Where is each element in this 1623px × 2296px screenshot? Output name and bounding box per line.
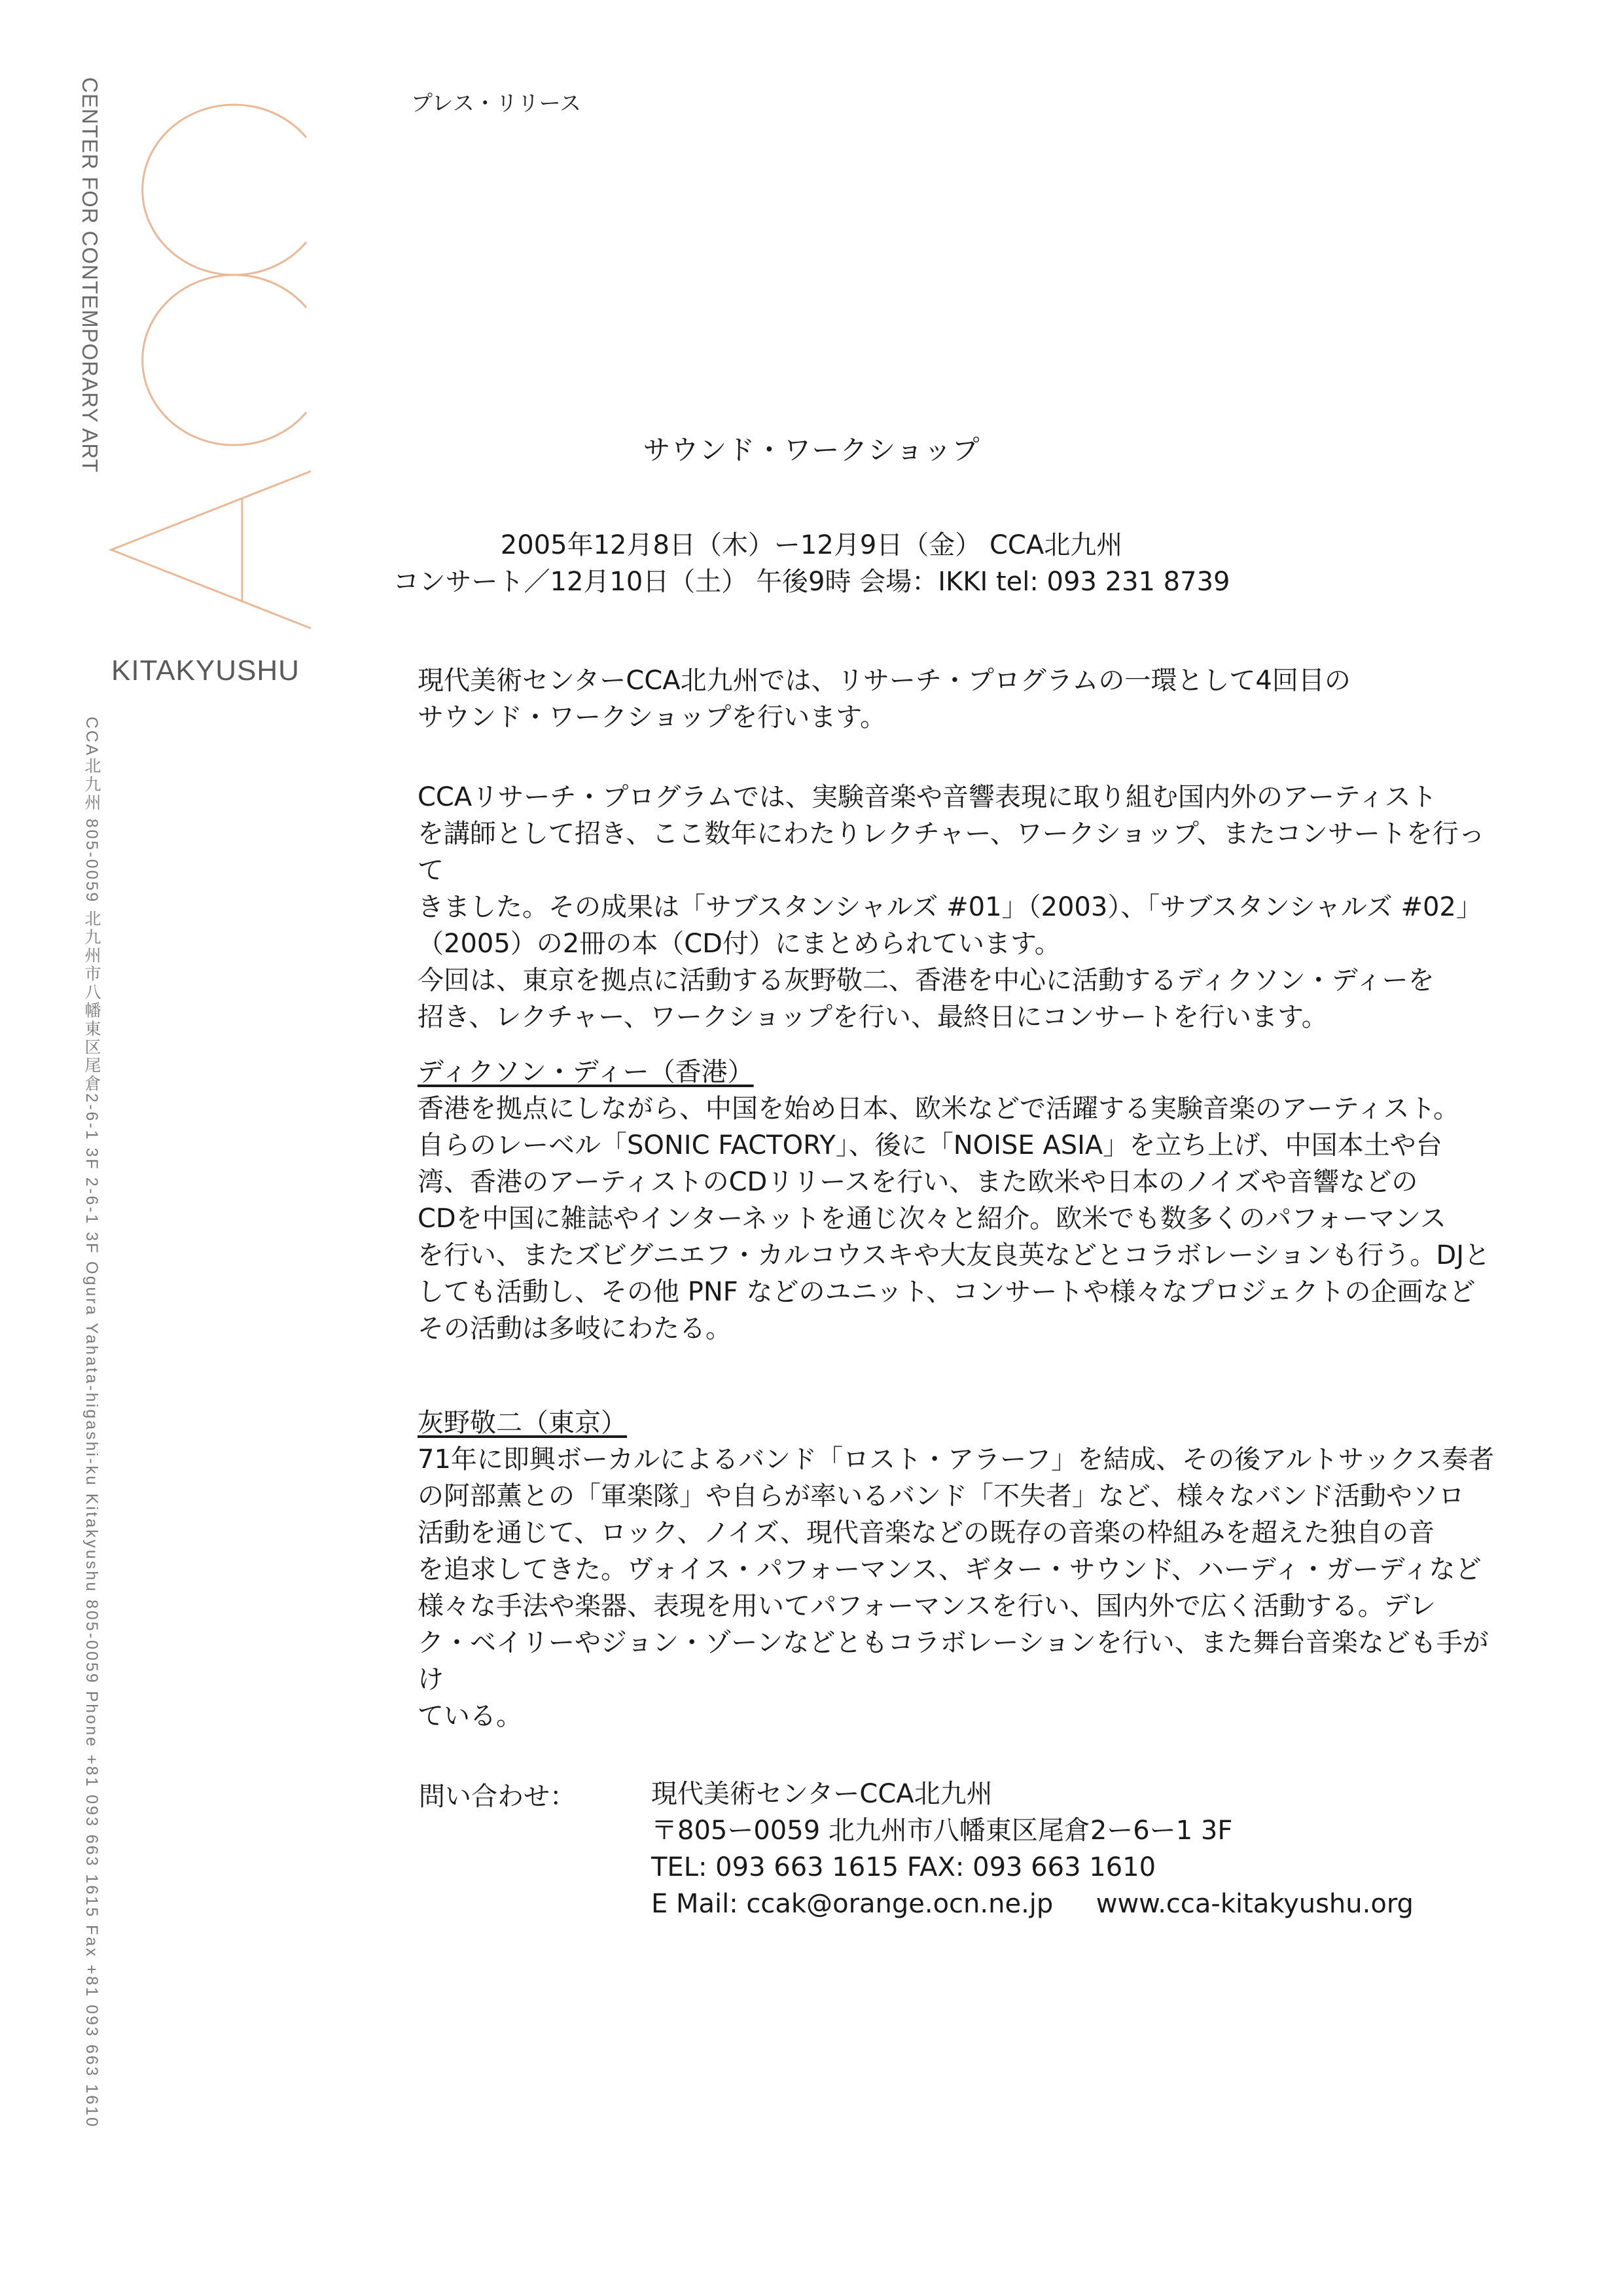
artist-section-haino: 灰野敬二（東京） 71年に即興ボーカルによるバンド「ロスト・アラーフ」を結成、その後アルトサックス奏者 の阿部薫との「軍楽隊」や自らが率いるバンド「不失者」など、様々なバンド活動やソロ 活動を通じて、ロック、ノイズ、現代音楽などの既存の音楽の枠組みを超えた独自の音 を追求してきた。ヴォイス・パフォーマンス、ギター・サウンド、ハーディ・ガーディなど 様々な手法や楽器、表現を用いてパフォーマンスを行い、国内外で広く活動する。デレ ク・ベイリーやジョン・ゾーンなどともコラボレーションを行い、また舞台音楽なども手がけ ている。 — [418, 1405, 1504, 1734]
intro-paragraph: 現代美術センターCCA北九州では、リサーチ・プログラムの一環として4回目の サウンド・ワークショップを行います。 — [418, 666, 1351, 732]
artist-section-dickson-dee: ディクソン・ディー（香港） 香港を拠点にしながら、中国を始め日本、欧米などで活躍する実験音楽のアーティスト。 自らのレーベル「SONIC FACTORY」、後に「NOISE ASIA」を立ち上げ、中国本土や台 湾、香港のアーティストのCDリリースを行い、また欧米や日本のノイズや音響などの CDを中国に雑誌やインターネットを通じ次々と紹介。欧米でも数多くのパフォーマンス を行い、またズビグニエフ・カルコウスキや大友良英などとコラボレーションも行う。DJと しても活動し、その他 PNF などのユニット、コンサートや様々なプロジェクトの企画など その活動は多岐にわたる。 — [418, 1054, 1504, 1347]
contact-address: 〒805ー0059 北九州市八幡東区尾倉2ー6ー1 3F — [651, 1816, 1233, 1846]
artist-heading: ディクソン・ディー（香港） — [418, 1057, 754, 1087]
contact-online — [651, 1886, 1414, 1922]
contact-website[interactable]: www.cca-kitakyushu.org — [1096, 1889, 1414, 1919]
program-paragraph: CCAリサーチ・プログラムでは、実験音楽や音響表現に取り組む国内外のアーティスト を講師として招き、ここ数年にわたりレクチャー、ワークショップ、またコンサートを行って きました。その成果は「サブスタンシャルズ #01」（2003）、「サブスタンシャルズ #02」 （2005）の2冊の本（CD付）にまとめられています。 今回は、東京を拠点に活動する灰野敬二、香港を中心に活動するディクソン・ディーを 招き、レクチャー、ワークショップを行い、最終日にコンサートを行います。 — [418, 782, 1485, 1032]
concert-info: コンサート／12月10日（土） 午後9時 会場：IKKI tel: 093 231 8739 — [393, 567, 1230, 597]
contact-email[interactable]: E Mail: ccak@orange.ocn.ne.jp — [651, 1889, 1054, 1919]
document-title: サウンド・ワークショップ — [643, 434, 980, 466]
event-dates — [0, 527, 1623, 600]
press-release-label: プレス・リリース — [411, 90, 582, 116]
city-label: KITAKYUSHU — [111, 655, 300, 687]
contact-label: 問い合わせ： — [419, 1782, 576, 1812]
sidebar-org-name: CENTER FOR CONTEMPORARY ART — [78, 77, 102, 473]
workshop-dates: 2005年12月8日（木）ー12月9日（金） CCA北九州 — [500, 530, 1123, 560]
sidebar-address: CCA北九州 805-0059 北九州市八幡東区尾倉2-6-1 3F 2-6-1 3F Ogura Yahata-higashi-ku Kitakyushu 805-0059 Phone +81 093 663 1615 Fax +81 093 663 1610 — [82, 717, 101, 2128]
contact-block — [651, 1776, 1414, 1922]
contact-phone: TEL: 093 663 1615 FAX: 093 663 1610 — [651, 1852, 1156, 1882]
contact-org: 現代美術センターCCA北九州 — [651, 1779, 993, 1809]
artist-heading: 灰野敬二（東京） — [418, 1408, 627, 1438]
